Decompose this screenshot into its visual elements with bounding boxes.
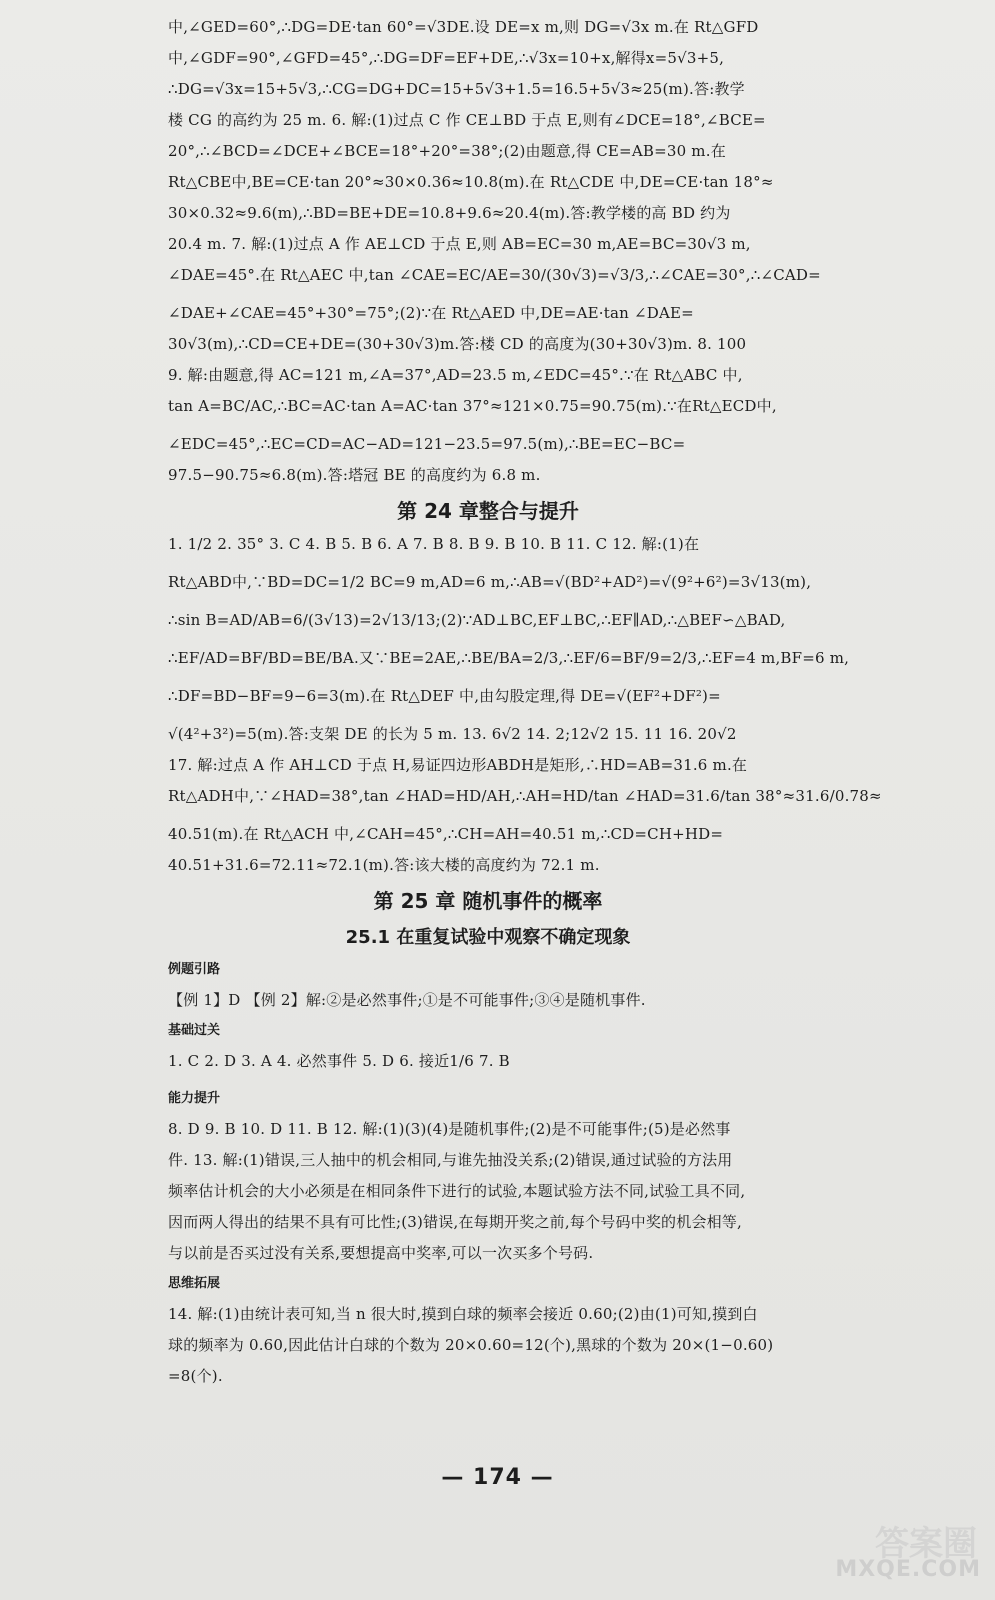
text-line: ∠DAE+∠CAE=45°+30°=75°;(2)∵在 Rt△AED 中,DE=AE·tan ∠DAE= <box>168 304 694 322</box>
text-line: 20°,∴∠BCD=∠DCE+∠BCE=18°+20°=38°;(2)由题意,得 CE=AB=30 m.在 <box>168 142 726 160</box>
chapter-24-answers <box>168 535 882 887</box>
text-line: 【例 1】D 【例 2】解:②是必然事件;①是不可能事件;③④是随机事件. <box>168 991 646 1009</box>
chapter-25-heading: 第 25 章 随机事件的概率 <box>373 889 603 913</box>
text-line: Rt△ADH中,∵∠HAD=38°,tan ∠HAD=HD/AH,∴AH=HD/tan ∠HAD=31.6/tan 38°≈31.6/0.78≈ <box>168 787 882 805</box>
text-line: ∴EF/AD=BF/BD=BE/BA.又∵BE=2AE,∴BE/BA=2/3,∴EF/6=BF/9=2/3,∴EF=4 m,BF=6 m, <box>168 649 850 667</box>
text-line: 30×0.32≈9.6(m),∴BD=BE+DE=10.8+9.6≈20.4(m).答:教学楼的高 BD 约为 <box>168 204 731 222</box>
text-line: 40.51(m).在 Rt△ACH 中,∠CAH=45°,∴CH=AH=40.51 m,∴CD=CH+HD= <box>168 825 724 843</box>
watermark <box>835 1516 989 1586</box>
text-line: ∴DG=√3x=15+5√3,∴CG=DG+DC=15+5√3+1.5=16.5+5√3≈25(m).答:教学 <box>168 80 745 98</box>
text-line: 件. 13. 解:(1)错误,三人抽中的机会相同,与谁先抽没关系;(2)错误,通过试验的方法用 <box>168 1151 733 1169</box>
section-label-ability: 能力提升 <box>168 1091 221 1106</box>
text-line: 中,∠GED=60°,∴DG=DE·tan 60°=√3DE.设 DE=x m,则 DG=√3x m.在 Rt△GFD <box>168 18 759 36</box>
watermark-site: MXQE.COM <box>835 1557 981 1582</box>
section-label-examples: 例题引路 <box>168 962 221 977</box>
text-line: 楼 CG 的高约为 25 m. 6. 解:(1)过点 C 作 CE⊥BD 于点 E,则有∠DCE=18°,∠BCE= <box>168 111 766 129</box>
text-line: 因而两人得出的结果不具有可比性;(3)错误,在每期开奖之前,每个号码中奖的机会相等, <box>168 1213 743 1231</box>
text-line: ∴DF=BD−BF=9−6=3(m).在 Rt△DEF 中,由勾股定理,得 DE=√(EF²+DF²)= <box>168 687 721 705</box>
section-label-extend: 思维拓展 <box>168 1276 221 1291</box>
text-line: ∴sin B=AD/AB=6/(3√13)=2√13/13;(2)∵AD⊥BC,EF⊥BC,∴EF∥AD,∴△BEF∽△BAD, <box>168 611 786 629</box>
text-line: 球的频率为 0.60,因此估计白球的个数为 20×0.60=12(个),黑球的个数为 20×(1−0.60) <box>168 1336 774 1354</box>
text-line: 97.5−90.75≈6.8(m).答:塔冠 BE 的高度约为 6.8 m. <box>168 466 541 484</box>
text-line: ∠DAE=45°.在 Rt△AEC 中,tan ∠CAE=EC/AE=30/(30√3)=√3/3,∴∠CAE=30°,∴∠CAD= <box>168 266 821 284</box>
text-line: 30√3(m),∴CD=CE+DE=(30+30√3)m.答:楼 CD 的高度为(30+30√3)m. 8. 100 <box>168 335 747 353</box>
section-25-1-heading: 25.1 在重复试验中观察不确定现象 <box>345 927 631 948</box>
extend-answers <box>168 1305 808 1398</box>
text-line: 中,∠GDF=90°,∠GFD=45°,∴DG=DF=EF+DE,∴√3x=10+x,解得x=5√3+5, <box>168 49 725 67</box>
watermark-logo: 答案圈 <box>875 1524 977 1564</box>
text-line: √(4²+3²)=5(m).答:支架 DE 的长为 5 m. 13. 6√2 14. 2;12√2 15. 11 16. 20√2 <box>168 725 737 743</box>
text-line: ∠EDC=45°,∴EC=CD=AC−AD=121−23.5=97.5(m),∴BE=EC−BC= <box>168 435 686 453</box>
text-line: =8(个). <box>168 1367 223 1385</box>
text-line: 1. C 2. D 3. A 4. 必然事件 5. D 6. 接近1/6 7. B <box>168 1052 510 1070</box>
text-line: 14. 解:(1)由统计表可知,当 n 很大时,摸到白球的频率会接近 0.60;(2)由(1)可知,摸到白 <box>168 1305 758 1323</box>
chapter-24-heading: 第 24 章整合与提升 <box>397 499 579 523</box>
text-line: 9. 解:由题意,得 AC=121 m,∠A=37°,AD=23.5 m,∠EDC=45°.∵在 Rt△ABC 中, <box>168 366 743 384</box>
text-line: 20.4 m. 7. 解:(1)过点 A 作 AE⊥CD 于点 E,则 AB=EC=30 m,AE=BC=30√3 m, <box>168 235 751 253</box>
text-line: 1. 1/2 2. 35° 3. C 4. B 5. B 6. A 7. B 8. B 9. B 10. B 11. C 12. 解:(1)在 <box>168 535 700 553</box>
text-line: Rt△CBE中,BE=CE·tan 20°≈30×0.36≈10.8(m).在 Rt△CDE 中,DE=CE·tan 18°≈ <box>168 173 774 191</box>
content-column <box>168 18 882 1398</box>
text-line: 17. 解:过点 A 作 AH⊥CD 于点 H,易证四边形ABDH是矩形,∴HD=AB=31.6 m.在 <box>168 756 748 774</box>
text-line: 频率估计机会的大小必须是在相同条件下进行的试验,本题试验方法不同,试验工具不同, <box>168 1182 746 1200</box>
text-line: 与以前是否买过没有关系,要想提高中奖率,可以一次买多个号码. <box>168 1244 594 1262</box>
page-number: — 174 — <box>441 1465 554 1490</box>
text-line: Rt△ABD中,∵BD=DC=1/2 BC=9 m,AD=6 m,∴AB=√(BD²+AD²)=√(9²+6²)=3√13(m), <box>168 573 812 591</box>
text-line: tan A=BC/AC,∴BC=AC·tan A=AC·tan 37°≈121×0.75=90.75(m).∵在Rt△ECD中, <box>168 397 777 415</box>
ability-answers <box>168 1120 808 1275</box>
solutions-continued <box>168 18 821 497</box>
text-line: 40.51+31.6=72.11≈72.1(m).答:该大楼的高度约为 72.1 m. <box>168 856 600 874</box>
section-label-basic: 基础过关 <box>168 1023 221 1038</box>
text-line: 8. D 9. B 10. D 11. B 12. 解:(1)(3)(4)是随机事件;(2)是不可能事件;(5)是必然事 <box>168 1120 731 1138</box>
